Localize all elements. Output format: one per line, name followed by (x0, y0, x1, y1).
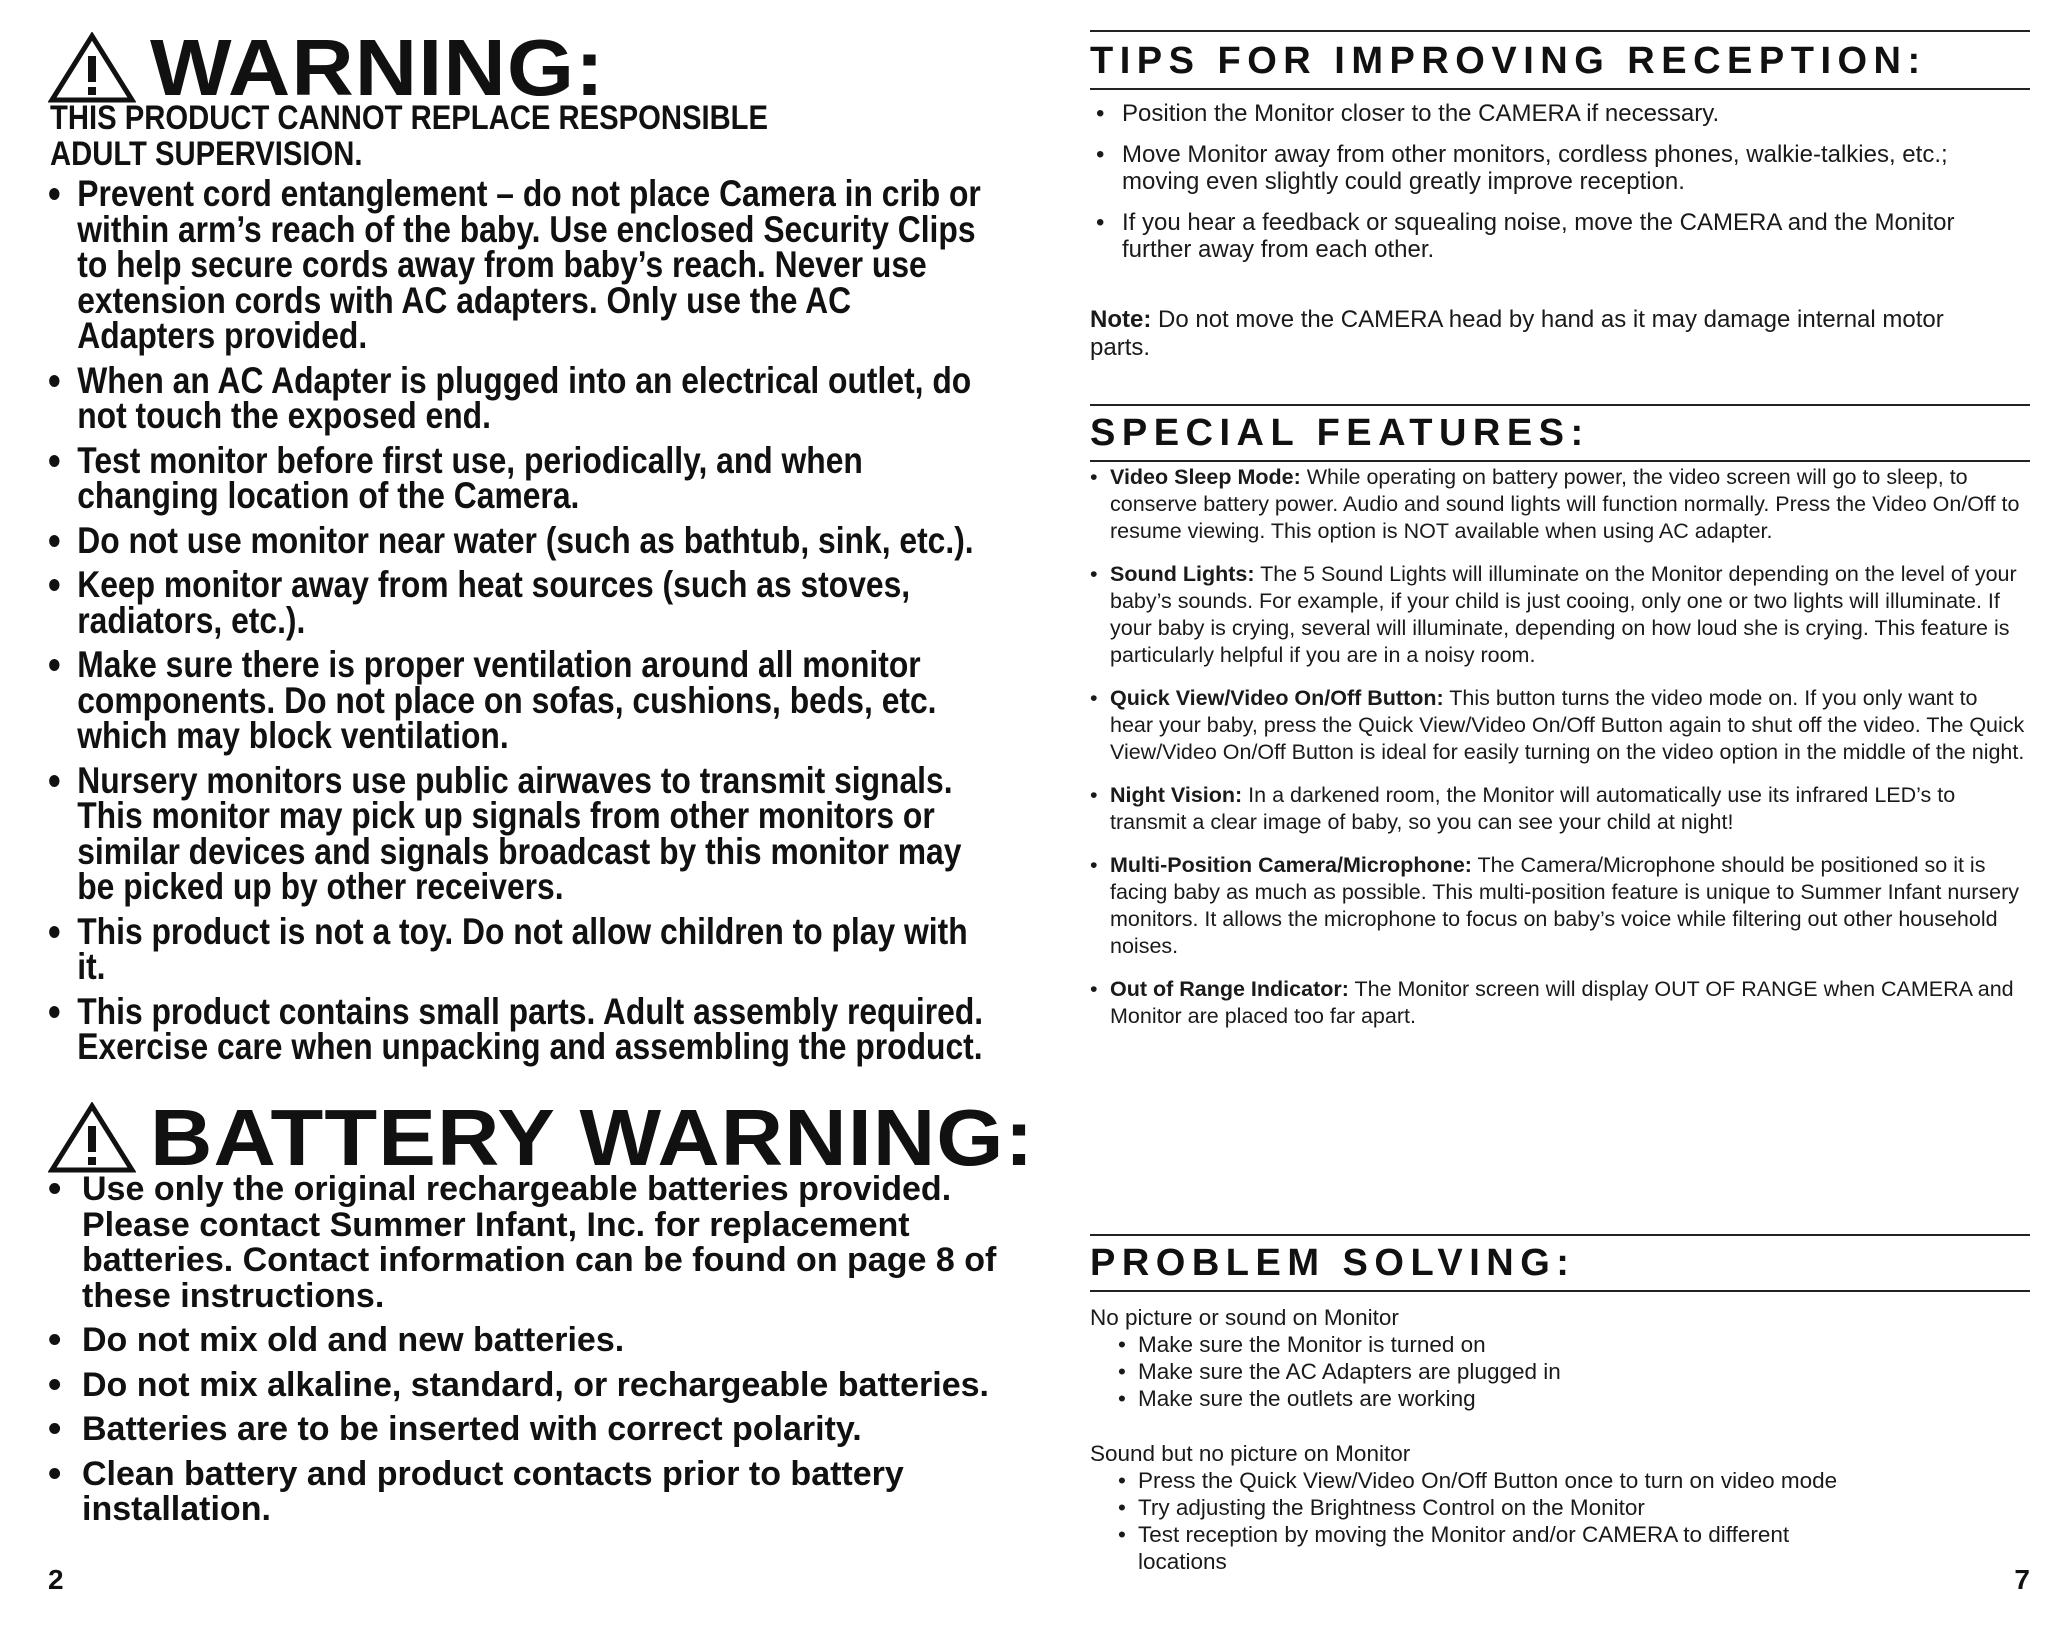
tips-note (1090, 306, 2010, 362)
battery-warning-heading (48, 1093, 1035, 1182)
feature-item (1090, 685, 2025, 766)
problem-heading: Sound but no picture on Monitor (1090, 1441, 1411, 1466)
problem-steps (1090, 1331, 2020, 1412)
problem-steps (1090, 1467, 1850, 1575)
feature-text: The Monitor screen will display OUT OF RANGE when CAMERA and Monitor are placed too far apart. (1110, 977, 2014, 1028)
problem-step: • Press the Quick View/Video On/Off Button once to turn on video mode (1090, 1467, 1850, 1494)
feature-item (1090, 852, 2025, 960)
feature-item (1090, 976, 2025, 1030)
tips-title: TIPS FOR IMPROVING RECEPTION: (1090, 40, 1927, 82)
battery-warning-list (48, 1172, 1062, 1537)
warning-item: • Nursery monitors use public airwaves to transmit signals. This monitor may pick up signals from other monitors or similar devices and signals broadcast by this monitor may be picked up by other receivers. (48, 763, 989, 905)
feature-item (1090, 782, 2025, 836)
warning-heading (48, 23, 605, 112)
feature-label: Night Vision: (1110, 783, 1243, 807)
problem-bottom-rule (1090, 1290, 2030, 1292)
feature-item (1090, 561, 2025, 669)
tips-list (1090, 100, 2025, 277)
warning-subtitle: THIS PRODUCT CANNOT REPLACE RESPONSIBLE ADULT SUPERVISION. (50, 99, 769, 173)
feature-text: While operating on battery power, the video screen will go to sleep, to conserve battery power. Audio and sound lights will function normally. Press the Video On/Off to resume viewing. This option is NOT available when using AC adapter. (1110, 465, 2020, 543)
note-text: Do not move the CAMERA head by hand as it may damage internal motor parts. (1090, 306, 1944, 361)
problem-group (1090, 1304, 2020, 1412)
warning-title: WARNING: (150, 23, 605, 112)
features-list (1090, 464, 2025, 1046)
tip-item: • If you hear a feedback or squealing noise, move the CAMERA and the Monitor further away from each other. (1090, 209, 2025, 263)
warning-item: • This product contains small parts. Adult assembly required. Exercise care when unpacking and assembling the product. (48, 994, 989, 1065)
problem-heading: No picture or sound on Monitor (1090, 1305, 1399, 1330)
feature-text: In a darkened room, the Monitor will automatically use its infrared LED’s to transmit a clear image of baby, so you can see your child at night! (1110, 783, 1956, 834)
problem-step: • Test reception by moving the Monitor and/or CAMERA to different locations (1090, 1521, 1850, 1575)
page-number-left: 2 (48, 1564, 64, 1595)
warning-item: • Keep monitor away from heat sources (such as stoves, radiators, etc.). (48, 567, 989, 638)
feature-label: Video Sleep Mode: (1110, 465, 1301, 489)
problem-group (1090, 1440, 1850, 1575)
feature-text: The Camera/Microphone should be positioned so it is facing baby as much as possible. This multi-position feature is unique to Summer Infant nursery monitors. It allows the microphone to focus on baby’s voice while filtering out other household noises. (1110, 853, 2020, 958)
problem-title: PROBLEM SOLVING: (1090, 1242, 1576, 1284)
right-page (1090, 0, 2030, 1630)
battery-item: • Batteries are to be inserted with correct polarity. (48, 1412, 1062, 1448)
battery-item: • Do not mix alkaline, standard, or rechargeable batteries. (48, 1368, 1062, 1404)
battery-item: • Use only the original rechargeable batteries provided. Please contact Summer Infant, Inc. for replacement batteries. Contact information can be found on page 8 of these instructions. (48, 1172, 1062, 1314)
problem-top-rule (1090, 1234, 2030, 1236)
features-top-rule (1090, 404, 2030, 406)
warning-item: • Do not use monitor near water (such as bathtub, sink, etc.). (48, 523, 989, 559)
feature-label: Quick View/Video On/Off Button: (1110, 686, 1444, 710)
warning-item: • When an AC Adapter is plugged into an electrical outlet, do not touch the exposed end. (48, 363, 989, 434)
problem-step: • Make sure the Monitor is turned on (1090, 1331, 2020, 1358)
warning-list (48, 173, 989, 1074)
warning-item: • This product is not a toy. Do not allow children to play with it. (48, 914, 989, 985)
tips-bottom-rule (1090, 88, 2030, 90)
tip-item: • Move Monitor away from other monitors, cordless phones, walkie-talkies, etc.; moving even slightly could greatly improve reception. (1090, 141, 2025, 195)
features-title: SPECIAL FEATURES: (1090, 412, 1590, 454)
warning-item: • Prevent cord entanglement – do not place Camera in crib or within arm’s reach of the baby. Use enclosed Security Clips to help secure cords away from baby’s reach. Never use extension cords with AC adapters. Only use the AC Adapters provided. (48, 176, 989, 354)
feature-label: Sound Lights: (1110, 562, 1255, 586)
problem-step: • Try adjusting the Brightness Control on the Monitor (1090, 1494, 1850, 1521)
note-label: Note: (1090, 306, 1152, 333)
problem-step: • Make sure the outlets are working (1090, 1385, 2020, 1412)
feature-item (1090, 464, 2025, 545)
tips-top-rule (1090, 30, 2030, 32)
feature-label: Multi-Position Camera/Microphone: (1110, 853, 1472, 877)
features-bottom-rule (1090, 460, 2030, 462)
warning-item: • Test monitor before first use, periodically, and when changing location of the Camera. (48, 443, 989, 514)
problem-step: • Make sure the AC Adapters are plugged in (1090, 1358, 2020, 1385)
feature-text: The 5 Sound Lights will illuminate on the Monitor depending on the level of your baby’s sounds. For example, if your child is just cooing, only one or two lights will illuminate. If your baby is crying, several will illuminate, depending on how loud she is crying. This feature is particularly helpful if you are in a noisy room. (1110, 562, 2017, 667)
feature-text: This button turns the video mode on. If you only want to hear your baby, press the Quick View/Video On/Off Button again to shut off the video. The Quick View/Video On/Off Button is ideal for easily turning on the video option in the middle of the night. (1110, 686, 2025, 764)
warning-triangle-icon (48, 32, 136, 104)
battery-warning-title: BATTERY WARNING: (150, 1093, 1035, 1182)
tip-item: • Position the Monitor closer to the CAMERA if necessary. (1090, 100, 2025, 127)
battery-item: • Clean battery and product contacts prior to battery installation. (48, 1457, 1062, 1528)
battery-item: • Do not mix old and new batteries. (48, 1323, 1062, 1359)
page-number-right: 7 (2014, 1564, 2030, 1595)
warning-triangle-icon (48, 1102, 136, 1174)
warning-item: • Make sure there is proper ventilation around all monitor components. Do not place on sofas, cushions, beds, etc. which may block ventilation. (48, 647, 989, 754)
feature-label: Out of Range Indicator: (1110, 977, 1349, 1001)
